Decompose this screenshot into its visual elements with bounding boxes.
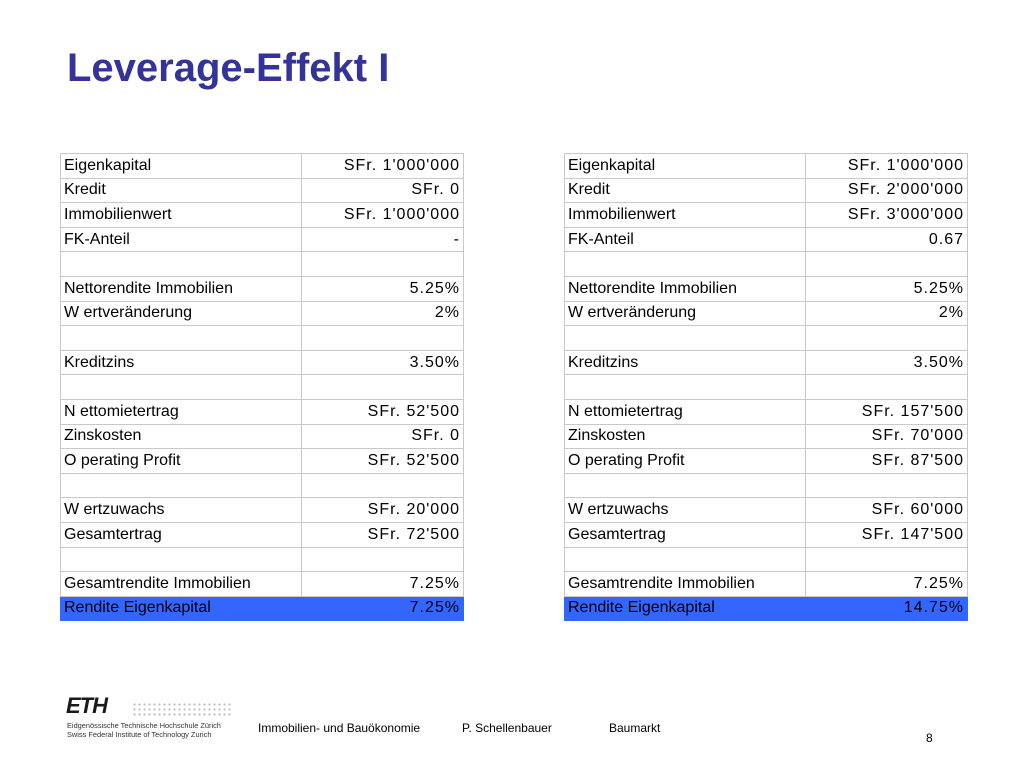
row-value: SFr. 52'500 — [302, 399, 464, 424]
table-row — [61, 375, 464, 400]
row-label: W ertveränderung — [565, 301, 806, 326]
row-value: SFr. 1'000'000 — [302, 154, 464, 179]
table-row — [61, 498, 464, 523]
row-value: 3.50% — [302, 350, 464, 375]
table-row — [565, 547, 968, 572]
row-value: SFr. 0 — [302, 424, 464, 449]
row-value: SFr. 70'000 — [806, 424, 968, 449]
table-row — [61, 350, 464, 375]
table-row — [61, 178, 464, 203]
table-row — [565, 399, 968, 424]
page-number: 8 — [926, 731, 933, 745]
row-value — [302, 473, 464, 498]
row-value: 3.50% — [806, 350, 968, 375]
row-value: - — [302, 227, 464, 252]
row-value: 5.25% — [806, 276, 968, 301]
table-row — [565, 572, 968, 597]
row-value: 14.75% — [806, 596, 968, 621]
row-value — [302, 326, 464, 351]
row-label — [61, 375, 302, 400]
table-row — [565, 375, 968, 400]
row-value: SFr. 3'000'000 — [806, 203, 968, 228]
table-row — [61, 547, 464, 572]
row-label: Gesamtertrag — [61, 522, 302, 547]
table-row — [61, 203, 464, 228]
row-label: Eigenkapital — [565, 154, 806, 179]
row-value: 7.25% — [806, 572, 968, 597]
table-row — [61, 227, 464, 252]
footer-author: P. Schellenbauer — [462, 721, 552, 735]
row-value: SFr. 52'500 — [302, 449, 464, 474]
eth-logo-line2: Swiss Federal Institute of Technology Zurich — [67, 730, 212, 739]
row-label — [61, 547, 302, 572]
row-label: FK-Anteil — [61, 227, 302, 252]
table-row — [565, 154, 968, 179]
table-row — [61, 326, 464, 351]
row-label: Immobilienwert — [61, 203, 302, 228]
table-row — [565, 276, 968, 301]
table-row — [565, 203, 968, 228]
row-label: W ertzuwachs — [61, 498, 302, 523]
row-label: W ertzuwachs — [565, 498, 806, 523]
row-label — [61, 252, 302, 277]
table-row — [565, 596, 968, 621]
row-value — [302, 547, 464, 572]
row-value — [806, 326, 968, 351]
eth-logo — [66, 693, 236, 743]
row-label: Zinskosten — [61, 424, 302, 449]
row-value: SFr. 147'500 — [806, 522, 968, 547]
row-label: N ettomietertrag — [565, 399, 806, 424]
row-label: Immobilienwert — [565, 203, 806, 228]
row-label — [565, 473, 806, 498]
eth-logo-dots — [132, 702, 232, 716]
row-value: SFr. 60'000 — [806, 498, 968, 523]
leverage-table-left — [60, 153, 464, 621]
table-row — [61, 399, 464, 424]
row-value: SFr. 87'500 — [806, 449, 968, 474]
row-value: 2% — [302, 301, 464, 326]
table-row — [61, 301, 464, 326]
row-value — [806, 547, 968, 572]
row-value: SFr. 1'000'000 — [806, 154, 968, 179]
row-label: N ettomietertrag — [61, 399, 302, 424]
row-value: SFr. 2'000'000 — [806, 178, 968, 203]
slide-title: Leverage-Effekt I — [67, 46, 390, 90]
row-label: Rendite Eigenkapital — [61, 596, 302, 621]
row-value: 0.67 — [806, 227, 968, 252]
row-label: Nettorendite Immobilien — [61, 276, 302, 301]
table-row — [61, 252, 464, 277]
row-value — [806, 473, 968, 498]
row-value: 5.25% — [302, 276, 464, 301]
table-row — [565, 473, 968, 498]
table-row — [61, 473, 464, 498]
table-row — [61, 154, 464, 179]
row-label: Kredit — [565, 178, 806, 203]
row-label — [565, 547, 806, 572]
row-value: SFr. 157'500 — [806, 399, 968, 424]
footer-course: Immobilien- und Bauökonomie — [258, 721, 421, 735]
row-value: 2% — [806, 301, 968, 326]
table-row — [565, 498, 968, 523]
row-label: Gesamtrendite Immobilien — [61, 572, 302, 597]
table-row — [61, 572, 464, 597]
row-value: SFr. 1'000'000 — [302, 203, 464, 228]
row-value: SFr. 20'000 — [302, 498, 464, 523]
row-value: SFr. 0 — [302, 178, 464, 203]
row-label: O perating Profit — [565, 449, 806, 474]
row-label: Nettorendite Immobilien — [565, 276, 806, 301]
table-row — [61, 449, 464, 474]
table-row — [565, 301, 968, 326]
table-row — [565, 449, 968, 474]
row-label: Eigenkapital — [61, 154, 302, 179]
row-label: Zinskosten — [565, 424, 806, 449]
table-row — [565, 350, 968, 375]
table-row — [61, 522, 464, 547]
row-label: FK-Anteil — [565, 227, 806, 252]
leverage-table-right — [564, 153, 968, 621]
row-label: Rendite Eigenkapital — [565, 596, 806, 621]
row-label — [565, 252, 806, 277]
row-label: Kredit — [61, 178, 302, 203]
row-label — [565, 375, 806, 400]
table-row — [565, 252, 968, 277]
footer-topic: Baumarkt — [609, 721, 661, 735]
table-row — [565, 424, 968, 449]
eth-logo-line1: Eidgenössische Technische Hochschule Zürich — [67, 721, 221, 730]
row-label: Gesamtrendite Immobilien — [565, 572, 806, 597]
table-row — [565, 522, 968, 547]
row-value: 7.25% — [302, 572, 464, 597]
row-label: Kreditzins — [61, 350, 302, 375]
row-label — [565, 326, 806, 351]
row-label: Gesamtertrag — [565, 522, 806, 547]
table-row — [61, 424, 464, 449]
row-label: W ertveränderung — [61, 301, 302, 326]
row-value: SFr. 72'500 — [302, 522, 464, 547]
row-value — [302, 375, 464, 400]
table-row — [565, 326, 968, 351]
row-value — [302, 252, 464, 277]
row-label — [61, 473, 302, 498]
eth-logo-mark: ETH — [66, 693, 107, 718]
row-label: Kreditzins — [565, 350, 806, 375]
table-row — [565, 178, 968, 203]
row-value — [806, 375, 968, 400]
row-label: O perating Profit — [61, 449, 302, 474]
row-value — [806, 252, 968, 277]
row-label — [61, 326, 302, 351]
table-row — [61, 276, 464, 301]
table-row — [565, 227, 968, 252]
table-row — [61, 596, 464, 621]
row-value: 7.25% — [302, 596, 464, 621]
